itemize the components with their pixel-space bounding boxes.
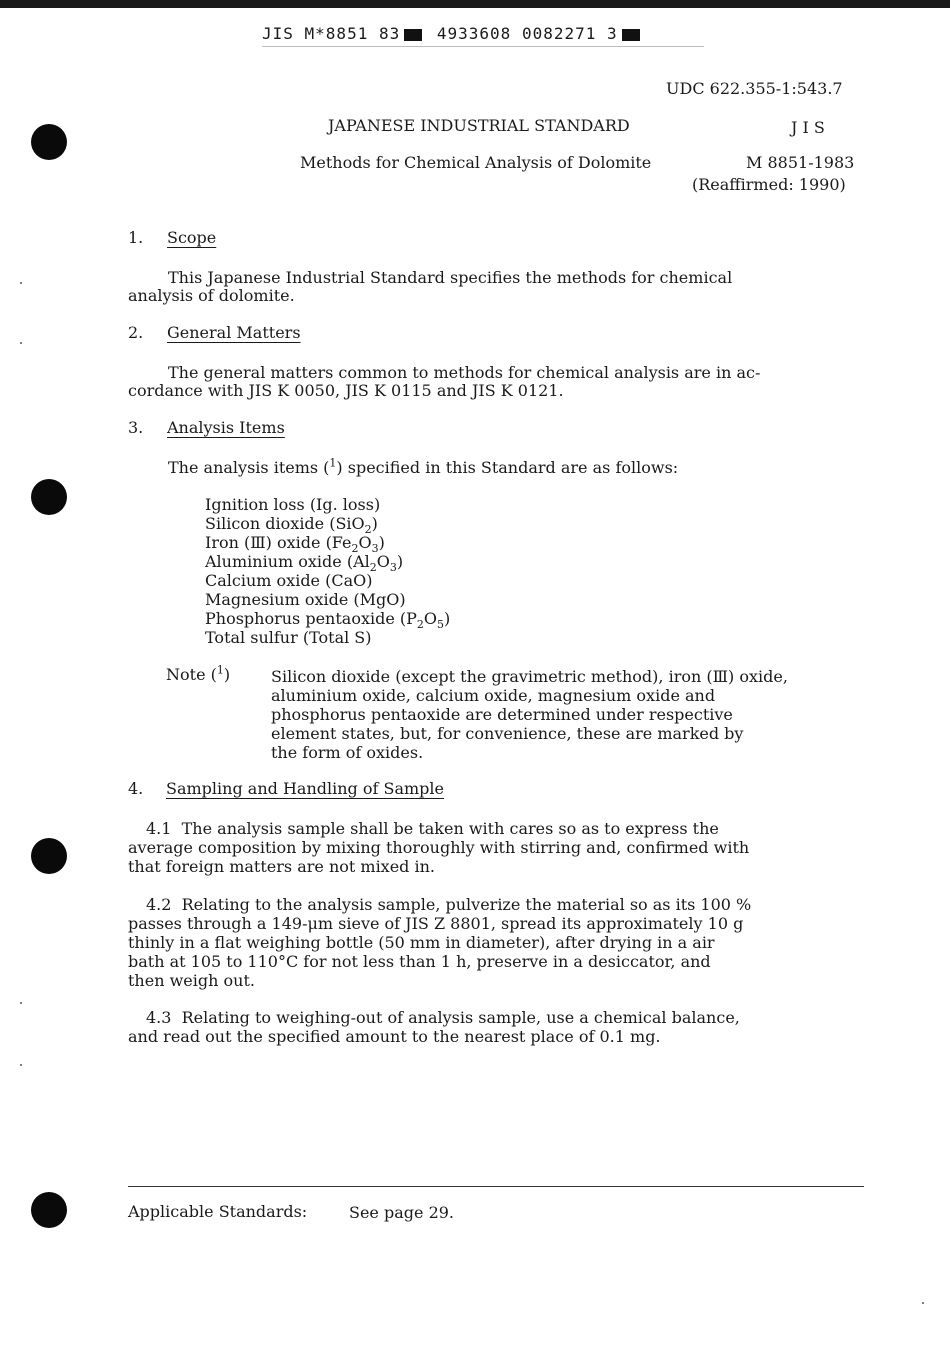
footer-value: See page 29. (349, 1203, 455, 1222)
clause-4-3-line: and read out the specified amount to the nearest place of 0.1 mg. (128, 1027, 661, 1046)
analysis-item-cao: Calcium oxide (CaO) (205, 571, 373, 590)
section-2-heading: General Matters (167, 323, 301, 342)
clause-4-2-line: 4.2 Relating to the analysis sample, pulverize the material so as its 100 % (146, 895, 752, 914)
note-line: Silicon dioxide (except the gravimetric method), iron (Ⅲ) oxide, (271, 667, 788, 686)
header-underline (262, 46, 704, 47)
section-3-number: 3. (128, 418, 144, 437)
section-1-line: analysis of dolomite. (128, 286, 295, 305)
section-1-number: 1. (128, 228, 144, 247)
punch-hole-4 (31, 1192, 67, 1228)
analysis-item-p2o5: Phosphorus pentaoxide $(P_2O_5)$ (205, 609, 451, 632)
redaction-block-1 (404, 29, 422, 41)
standard-title: JAPANESE INDUSTRIAL STANDARD (328, 116, 630, 135)
section-2-number: 2. (128, 323, 144, 342)
section-2-line: The general matters common to methods for chemical analysis are in ac- (168, 363, 761, 382)
section-3-intro: The analysis items ($^1$) specified in this Standard are as follows: (168, 456, 679, 477)
punch-hole-1 (31, 124, 67, 160)
clause-4-2-line: thinly in a flat weighing bottle (50 mm in diameter), after drying in a air (128, 933, 715, 952)
note-line: aluminium oxide, calcium oxide, magnesium oxide and (271, 686, 716, 705)
analysis-item-sio2: Silicon dioxide (SiO$_2$) (205, 514, 378, 537)
footer-rule (128, 1186, 864, 1187)
scan-speck (922, 1302, 924, 1304)
analysis-item-ig-loss: Ignition loss (Ig. loss) (205, 495, 381, 514)
clause-4-2-line: bath at 105 to 110°C for not less than 1 h, preserve in a desiccator, and (128, 952, 711, 971)
note-label: Note ($^1$) (166, 663, 231, 684)
section-1-heading: Scope (167, 228, 217, 247)
analysis-item-fe2o3: Iron (Ⅲ) oxide $(Fe_2O_3)$ (205, 533, 385, 556)
section-4-number: 4. (128, 779, 144, 798)
clause-4-1-line: that foreign matters are not mixed in. (128, 857, 436, 876)
top-border (0, 0, 950, 8)
section-3-heading: Analysis Items (167, 418, 285, 437)
note-line: element states, but, for convenience, these are marked by (271, 724, 744, 743)
section-2-line: cordance with JIS K 0050, JIS K 0115 and JIS K 0121. (128, 381, 564, 400)
clause-4-3-line: 4.3 Relating to weighing-out of analysis sample, use a chemical balance, (146, 1008, 740, 1027)
header-code: JIS M*8851 83 4933608 0082271 3 (262, 24, 644, 43)
punch-hole-3 (31, 838, 67, 874)
analysis-item-mgo: Magnesium oxide (MgO) (205, 590, 406, 609)
scan-speck (20, 1002, 22, 1004)
clause-4-1-line: average composition by mixing thoroughly with stirring and, confirmed with (128, 838, 750, 857)
udc-number: UDC 622.355-1:543.7 (666, 79, 843, 98)
analysis-item-al2o3: Aluminium oxide $(Al_2O_3)$ (205, 552, 404, 575)
punch-hole-2 (31, 479, 67, 515)
reaffirmed-year: (Reaffirmed: 1990) (692, 175, 846, 194)
document-number: M 8851-1983 (746, 153, 855, 172)
jis-mark: J I S (791, 118, 825, 137)
section-4-heading: Sampling and Handling of Sample (166, 779, 444, 798)
scan-speck (20, 282, 22, 284)
clause-4-1-line: 4.1 The analysis sample shall be taken with cares so as to express the (146, 819, 719, 838)
note-line: phosphorus pentaoxide are determined under respective (271, 705, 733, 724)
footer-label: Applicable Standards: (128, 1202, 308, 1221)
analysis-item-total-s: Total sulfur (Total S) (205, 628, 372, 647)
redaction-block-2 (622, 29, 640, 41)
scan-speck (20, 342, 22, 344)
section-1-line: This Japanese Industrial Standard specifies the methods for chemical (168, 268, 733, 287)
document-title: Methods for Chemical Analysis of Dolomite (300, 153, 652, 172)
clause-4-2-line: passes through a 149-μm sieve of JIS Z 8801, spread its approximately 10 g (128, 914, 744, 933)
scan-speck (20, 1064, 22, 1066)
note-line: the form of oxides. (271, 743, 424, 762)
clause-4-2-line: then weigh out. (128, 971, 255, 990)
